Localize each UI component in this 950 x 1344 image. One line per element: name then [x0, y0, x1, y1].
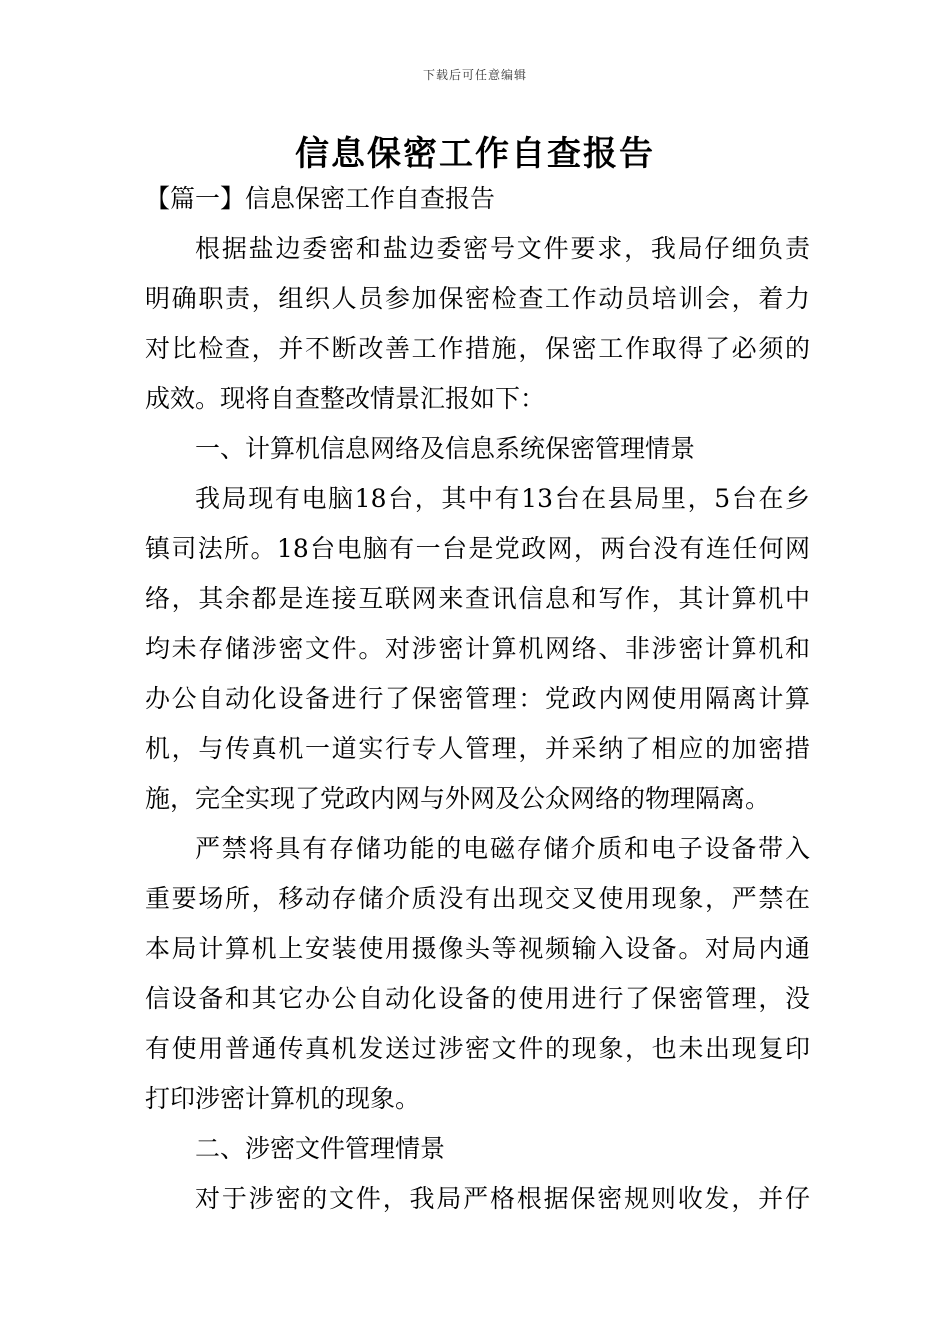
- paragraph-line: 施，完全实现了党政内网与外网及公众网络的物理隔离。: [145, 784, 771, 813]
- paragraph-line: 严禁将具有存储功能的电磁存储介质和电子设备带入: [195, 834, 810, 863]
- paragraph-line: 我局现有电脑18台，其中有13台在县局里，5台在乡: [195, 484, 810, 513]
- paragraph-line: 均未存储涉密文件。对涉密计算机网络、非涉密计算机和: [145, 634, 810, 663]
- paragraph-line: 明确职责，组织人员参加保密检查工作动员培训会，着力: [145, 284, 810, 313]
- paragraph-line: 本局计算机上安装使用摄像头等视频输入设备。对局内通: [145, 934, 810, 963]
- document-title: 信息保密工作自查报告: [295, 134, 655, 174]
- paragraph-line: 办公自动化设备进行了保密管理：党政内网使用隔离计算: [145, 684, 810, 713]
- header-note: 下载后可任意编辑: [422, 68, 527, 82]
- paragraph-line: 打印涉密计算机的现象。: [145, 1084, 421, 1113]
- paragraph-line: 重要场所，移动存储介质没有出现交叉使用现象，严禁在: [145, 884, 810, 913]
- paragraph-line: 对比检查，并不断改善工作措施，保密工作取得了必须的: [145, 334, 810, 363]
- paragraph-line: 有使用普通传真机发送过涉密文件的现象，也未出现复印: [145, 1034, 810, 1063]
- paragraph-line: 络，其余都是连接互联网来查讯信息和写作，其计算机中: [145, 584, 810, 613]
- paragraph-line: 对于涉密的文件，我局严格根据保密规则收发，并仔: [195, 1184, 810, 1213]
- paragraph-line: 镇司法所。18台电脑有一台是党政网，两台没有连任何网: [145, 534, 810, 563]
- paragraph-line: 成效。现将自查整改情景汇报如下：: [145, 384, 546, 413]
- section-heading: 【篇一】信息保密工作自查报告: [145, 184, 496, 213]
- subsection-heading: 一、计算机信息网络及信息系统保密管理情景: [195, 434, 696, 463]
- paragraph-line: 机，与传真机一道实行专人管理，并采纳了相应的加密措: [145, 734, 810, 763]
- subsection-heading: 二、涉密文件管理情景: [195, 1134, 446, 1163]
- paragraph-line: 根据盐边委密和盐边委密号文件要求，我局仔细负责: [195, 234, 810, 263]
- paragraph-line: 信设备和其它办公自动化设备的使用进行了保密管理，没: [145, 984, 810, 1013]
